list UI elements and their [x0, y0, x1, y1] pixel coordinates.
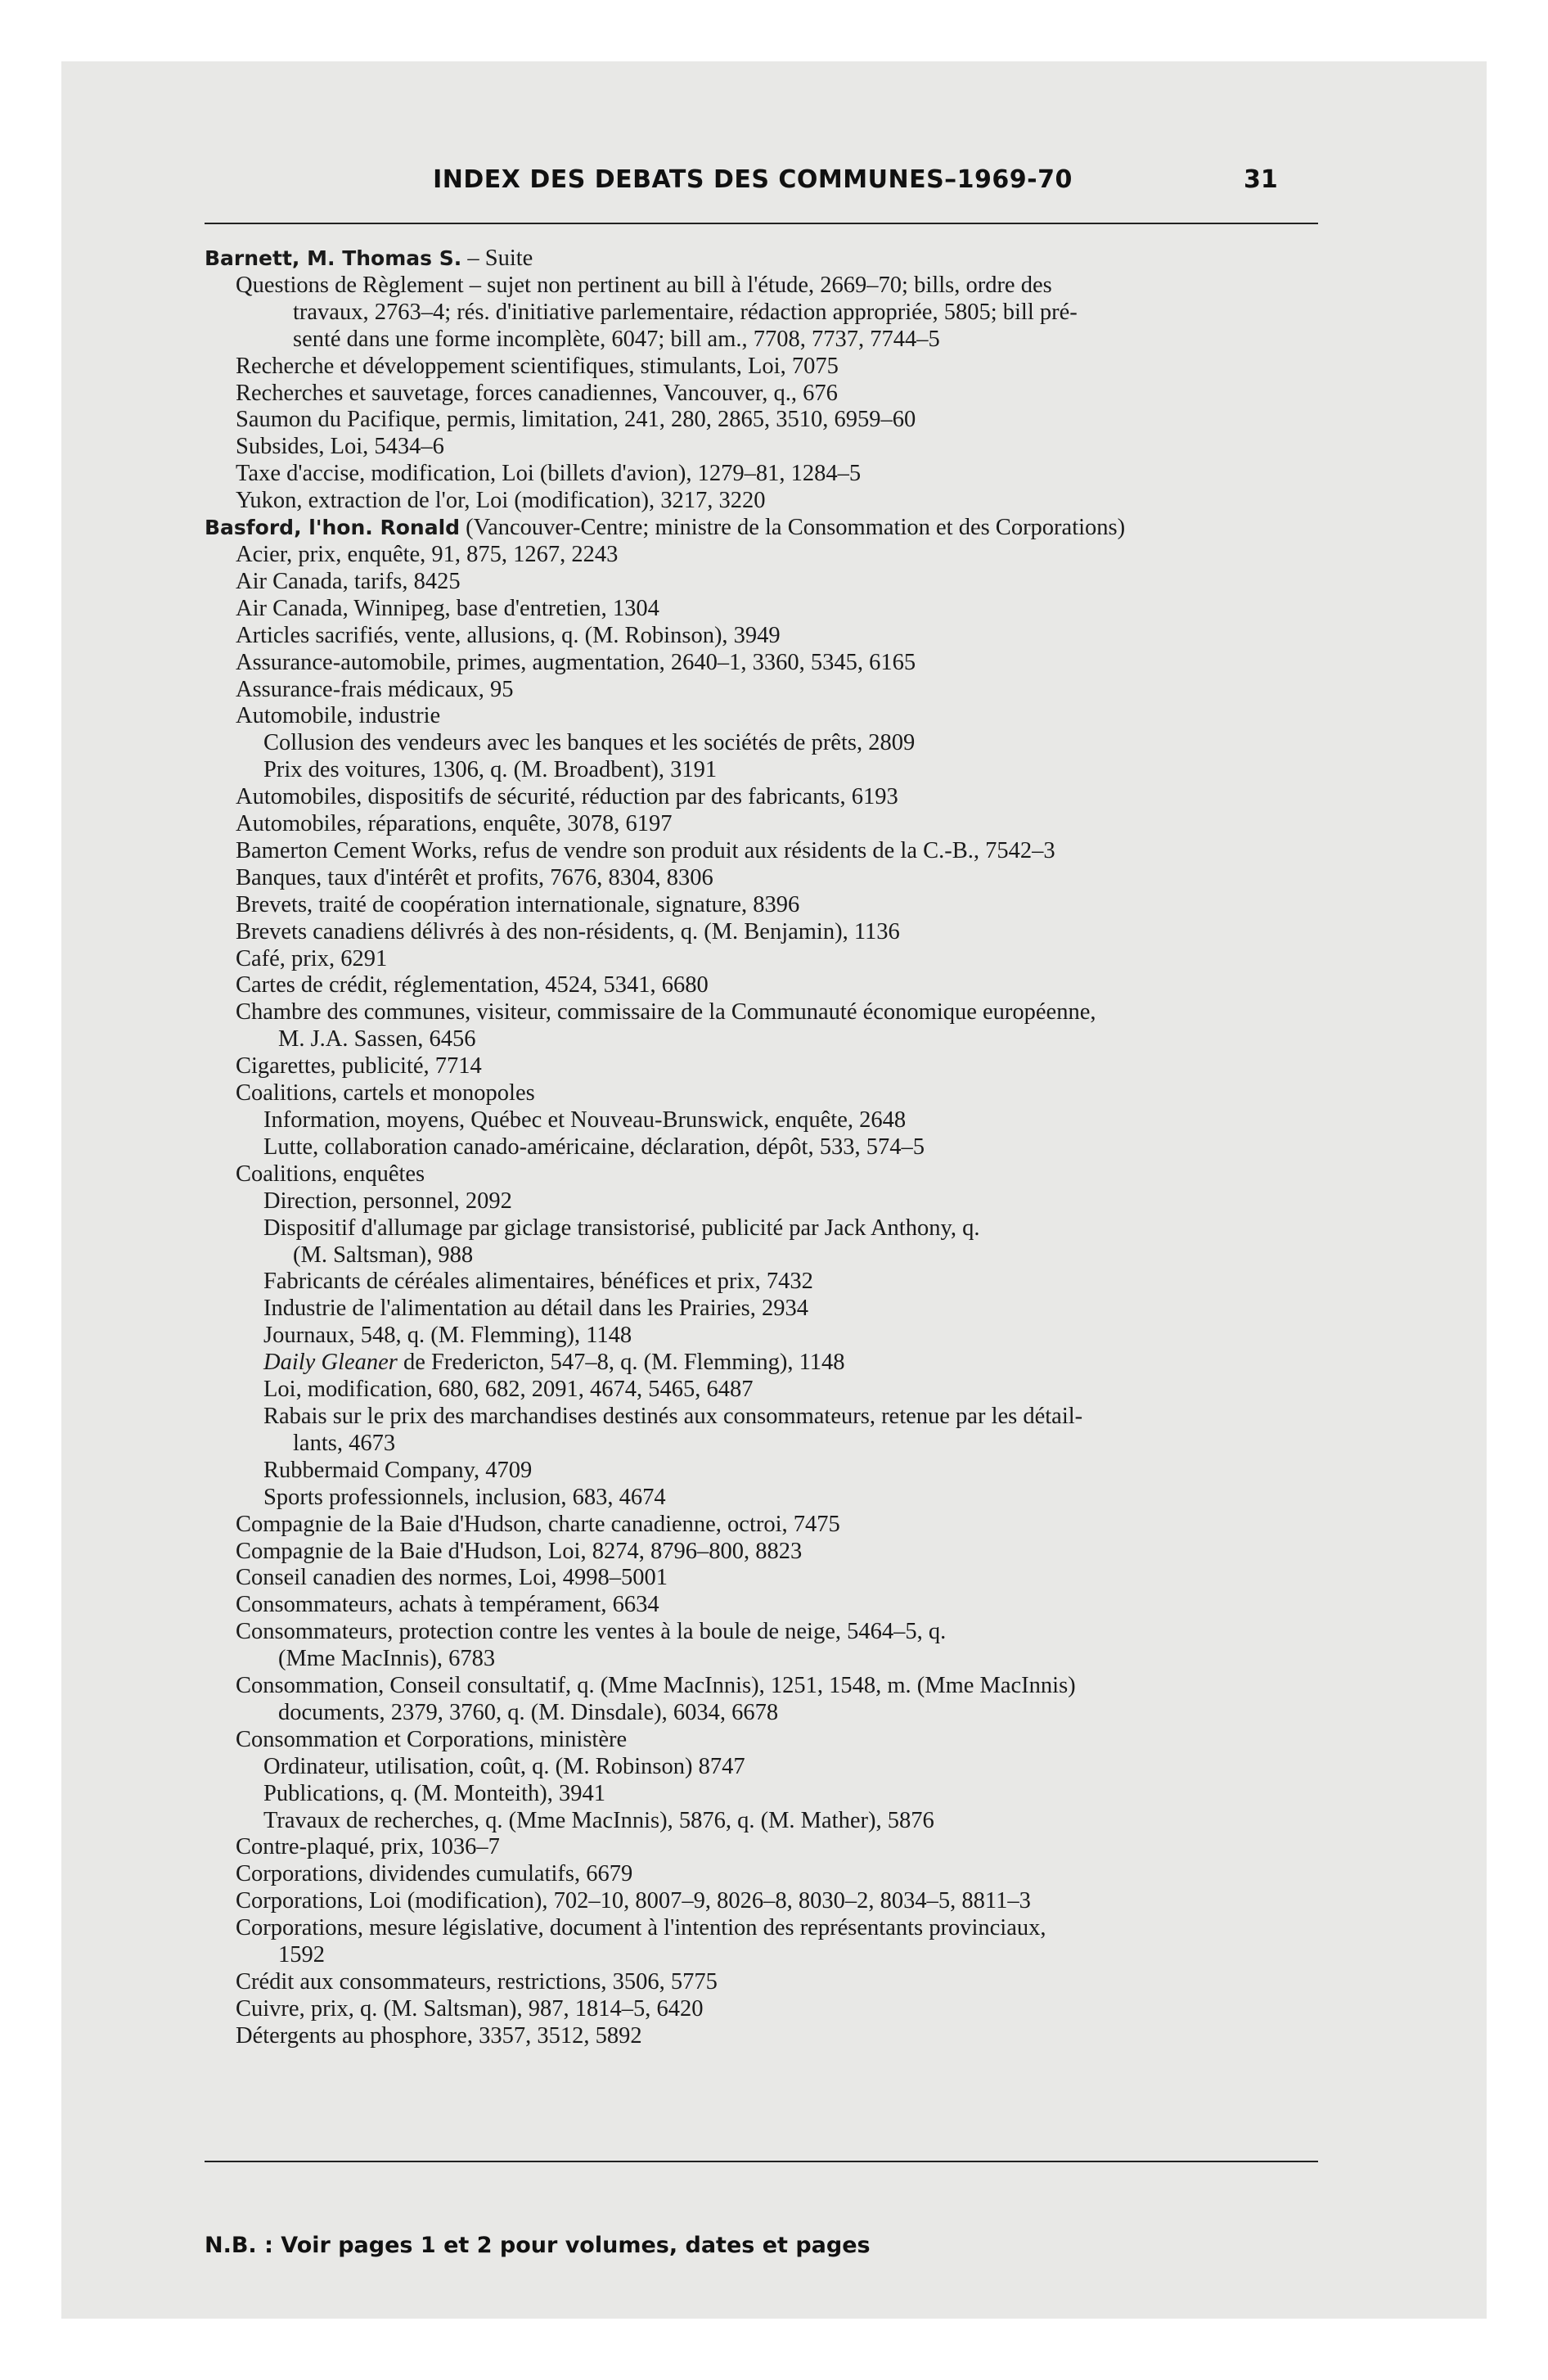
- entry-text: Automobiles, dispositifs de sécurité, réduction par des fabricants, 6193: [236, 784, 898, 810]
- entry-text: Banques, taux d'intérêt et profits, 7676, 8304, 8306: [236, 864, 713, 890]
- entry-text: Journaux, 548, q. (M. Flemming), 1148: [263, 1323, 632, 1349]
- entry-text: Coalitions, cartels et monopoles: [236, 1080, 535, 1107]
- entry-text: Acier, prix, enquête, 91, 875, 1267, 2243: [236, 541, 619, 567]
- index-entry: [205, 1134, 1350, 1161]
- entry-text: documents, 2379, 3760, q. (M. Dinsdale), 6034, 6678: [278, 1699, 779, 1725]
- entry-text: Café, prix, 6291: [236, 945, 388, 971]
- entry-text: (Vancouver-Centre; ministre de la Consommation et des Corporations): [460, 515, 1126, 541]
- entry-text: Assurance-frais médicaux, 95: [236, 676, 514, 702]
- entry-text: Assurance-automobile, primes, augmentation, 2640–1, 3360, 5345, 6165: [236, 649, 916, 675]
- index-entry: [205, 1269, 1350, 1296]
- entry-text: Automobile, industrie: [236, 703, 441, 729]
- index-entry: [205, 1188, 1350, 1215]
- index-entry: [205, 434, 1350, 461]
- index-entry: [205, 1053, 1350, 1080]
- index-entry: [205, 1619, 1350, 1646]
- index-entry: [205, 1861, 1350, 1888]
- entry-text: Ordinateur, utilisation, coût, q. (M. Robinson) 8747: [263, 1753, 745, 1779]
- index-entries: [205, 246, 1350, 2050]
- entry-text: Conseil canadien des normes, Loi, 4998–5001: [236, 1565, 668, 1591]
- entry-text: Corporations, Loi (modification), 702–10, 8007–9, 8026–8, 8030–2, 8034–5, 8811–3: [236, 1888, 1031, 1914]
- entry-text: Coalitions, enquêtes: [236, 1161, 425, 1187]
- entry-text: Automobiles, réparations, enquête, 3078, 6197: [236, 811, 673, 837]
- index-entry: [205, 650, 1350, 677]
- entry-text: Consommateurs, achats à tempérament, 6634: [236, 1592, 659, 1618]
- index-entry: [205, 407, 1350, 434]
- index-entry: [205, 1834, 1350, 1861]
- index-entry: [205, 542, 1350, 569]
- index-continuation: [205, 1646, 1350, 1673]
- entry-text: Air Canada, tarifs, 8425: [236, 568, 461, 594]
- index-entry: [205, 1915, 1350, 1942]
- entry-text: Crédit aux consommateurs, restrictions, 3506, 5775: [236, 1969, 718, 1995]
- index-entry: [205, 488, 1350, 515]
- entry-text: travaux, 2763–4; rés. d'initiative parlementaire, rédaction appropriée, 5805; bill pré-: [293, 299, 1078, 325]
- entry-italic-title: Daily Gleaner: [263, 1350, 398, 1376]
- index-entry: [205, 811, 1350, 838]
- index-entry: [205, 1350, 1350, 1377]
- index-entry: [205, 757, 1350, 784]
- entry-text: Yukon, extraction de l'or, Loi (modification), 3217, 3220: [236, 488, 766, 514]
- entry-text: Bamerton Cement Works, refus de vendre son produit aux résidents de la C.-B., 7542–3: [236, 837, 1055, 863]
- entry-text: Compagnie de la Baie d'Hudson, Loi, 8274, 8796–800, 8823: [236, 1538, 803, 1564]
- entry-text: Brevets canadiens délivrés à des non-résidents, q. (M. Benjamin), 1136: [236, 918, 900, 944]
- index-entry: [205, 1215, 1350, 1242]
- index-entry: [205, 838, 1350, 865]
- index-entry: [205, 865, 1350, 892]
- index-entry: [205, 703, 1350, 730]
- entry-text: Recherche et développement scientifiques, stimulants, Loi, 7075: [236, 353, 839, 379]
- index-continuation: [205, 1700, 1350, 1727]
- entry-text: lants, 4673: [293, 1430, 396, 1456]
- entry-text: Taxe d'accise, modification, Loi (billets d'avion), 1279–81, 1284–5: [236, 461, 862, 487]
- index-entry: [205, 1781, 1350, 1808]
- index-entry: [205, 1673, 1350, 1700]
- index-entry: [205, 892, 1350, 919]
- index-continuation: [205, 1431, 1350, 1458]
- index-entry: [205, 1161, 1350, 1188]
- index-continuation: [205, 1242, 1350, 1269]
- footer-rule: [205, 2161, 1318, 2162]
- index-entry: [205, 1565, 1350, 1592]
- index-entry: [205, 1458, 1350, 1485]
- index-entry: [205, 999, 1350, 1026]
- entry-text: Brevets, traité de coopération internationale, signature, 8396: [236, 891, 800, 917]
- index-entry: [205, 972, 1350, 999]
- page-title: INDEX DES DEBATS DES COMMUNES–1969-70: [433, 165, 1073, 194]
- index-entry: [205, 461, 1350, 488]
- index-entry: [205, 1296, 1350, 1323]
- entry-text: Travaux de recherches, q. (Mme MacInnis), 5876, q. (M. Mather), 5876: [263, 1807, 934, 1833]
- index-entry: [205, 381, 1350, 408]
- index-continuation: [205, 1026, 1350, 1053]
- entry-text: Publications, q. (M. Monteith), 3941: [263, 1780, 605, 1806]
- entry-text: Cuivre, prix, q. (M. Saltsman), 987, 1814–5, 6420: [236, 1995, 704, 2022]
- entry-text: Consommation, Conseil consultatif, q. (Mme MacInnis), 1251, 1548, m. (Mme MacInnis): [236, 1673, 1076, 1699]
- index-entry: [205, 1996, 1350, 2023]
- index-entry: [205, 569, 1350, 596]
- header-rule: [205, 223, 1318, 224]
- entry-text: Questions de Règlement – sujet non pertinent au bill à l'étude, 2669–70; bills, ordre des: [236, 272, 1052, 298]
- entry-text: senté dans une forme incomplète, 6047; bill am., 7708, 7737, 7744–5: [293, 326, 940, 352]
- index-entry: [205, 1080, 1350, 1107]
- entry-text: Cigarettes, publicité, 7714: [236, 1053, 482, 1080]
- index-heading: [205, 246, 1350, 273]
- index-entry: [205, 1969, 1350, 1996]
- footer-note: N.B. : Voir pages 1 et 2 pour volumes, dates et pages: [205, 2233, 871, 2258]
- entry-text: Chambre des communes, visiteur, commissaire de la Communauté économique européenne,: [236, 999, 1096, 1025]
- index-entry: [205, 1404, 1350, 1431]
- entry-text: Consommation et Corporations, ministère: [236, 1726, 628, 1752]
- index-entry: [205, 1808, 1350, 1835]
- index-continuation: [205, 1942, 1350, 1969]
- entry-text: Cartes de crédit, réglementation, 4524, 5341, 6680: [236, 972, 709, 998]
- entry-text: Sports professionnels, inclusion, 683, 4674: [263, 1484, 666, 1510]
- entry-text: 1592: [278, 1942, 325, 1968]
- entry-name: Barnett, M. Thomas S.: [205, 246, 462, 270]
- index-entry: [205, 1323, 1350, 1350]
- entry-text: Corporations, dividendes cumulatifs, 6679: [236, 1861, 633, 1887]
- index-entry: [205, 1485, 1350, 1512]
- index-entry: [205, 919, 1350, 946]
- entry-text: (Mme MacInnis), 6783: [278, 1646, 496, 1672]
- entry-text: Détergents au phosphore, 3357, 3512, 5892: [236, 2022, 642, 2049]
- entry-text: Consommateurs, protection contre les ventes à la boule de neige, 5464–5, q.: [236, 1619, 947, 1645]
- entry-text: (M. Saltsman), 988: [293, 1242, 474, 1268]
- entry-text: Air Canada, Winnipeg, base d'entretien, 1304: [236, 595, 659, 621]
- index-entry: [205, 1539, 1350, 1566]
- page-number: 31: [1244, 165, 1278, 194]
- index-entry: [205, 273, 1350, 300]
- index-entry: [205, 946, 1350, 973]
- index-entry: [205, 2023, 1350, 2050]
- index-continuation: [205, 300, 1350, 327]
- entry-text: Fabricants de céréales alimentaires, bénéfices et prix, 7432: [263, 1269, 813, 1295]
- index-entry: [205, 596, 1350, 623]
- entry-text: Corporations, mesure législative, document à l'intention des représentants provinciaux,: [236, 1915, 1046, 1941]
- entry-text: Subsides, Loi, 5434–6: [236, 434, 444, 460]
- index-entry: [205, 784, 1350, 811]
- entry-text: Recherches et sauvetage, forces canadiennes, Vancouver, q., 676: [236, 380, 838, 406]
- index-entry: [205, 1754, 1350, 1781]
- index-entry: [205, 1727, 1350, 1754]
- entry-text: M. J.A. Sassen, 6456: [278, 1026, 476, 1053]
- entry-text: Compagnie de la Baie d'Hudson, charte canadienne, octroi, 7475: [236, 1511, 840, 1537]
- index-entry: [205, 1512, 1350, 1539]
- index-entry: [205, 1592, 1350, 1619]
- index-entry: [205, 1377, 1350, 1404]
- entry-text: Loi, modification, 680, 682, 2091, 4674, 5465, 6487: [263, 1377, 754, 1403]
- entry-text: Contre-plaqué, prix, 1036–7: [236, 1834, 500, 1860]
- entry-text: Rubbermaid Company, 4709: [263, 1457, 533, 1483]
- index-heading: [205, 515, 1350, 542]
- entry-text: Prix des voitures, 1306, q. (M. Broadbent), 3191: [263, 757, 718, 783]
- entry-text: Dispositif d'allumage par giclage transistorisé, publicité par Jack Anthony, q.: [263, 1215, 980, 1241]
- index-entry: [205, 677, 1350, 704]
- index-entry: [205, 1888, 1350, 1915]
- entry-text: Articles sacrifiés, vente, allusions, q. (M. Robinson), 3949: [236, 622, 781, 648]
- entry-text: Information, moyens, Québec et Nouveau-Brunswick, enquête, 2648: [263, 1107, 907, 1133]
- entry-text: de Fredericton, 547–8, q. (M. Flemming), 1148: [397, 1350, 845, 1376]
- index-entry: [205, 1107, 1350, 1134]
- entry-text: Direction, personnel, 2092: [263, 1188, 512, 1214]
- entry-text: – Suite: [461, 246, 533, 271]
- index-entry: [205, 623, 1350, 650]
- entry-text: Industrie de l'alimentation au détail dans les Prairies, 2934: [263, 1296, 809, 1322]
- entry-text: Collusion des vendeurs avec les banques et les sociétés de prêts, 2809: [263, 730, 916, 756]
- entry-text: Saumon du Pacifique, permis, limitation, 241, 280, 2865, 3510, 6959–60: [236, 407, 916, 433]
- entry-name: Basford, l'hon. Ronald: [205, 516, 461, 540]
- entry-text: Lutte, collaboration canado-américaine, déclaration, dépôt, 533, 574–5: [263, 1134, 925, 1160]
- index-entry: [205, 354, 1350, 381]
- index-entry: [205, 730, 1350, 757]
- index-continuation: [205, 327, 1350, 354]
- entry-text: Rabais sur le prix des marchandises destinés aux consommateurs, retenue par les détail-: [263, 1403, 1083, 1429]
